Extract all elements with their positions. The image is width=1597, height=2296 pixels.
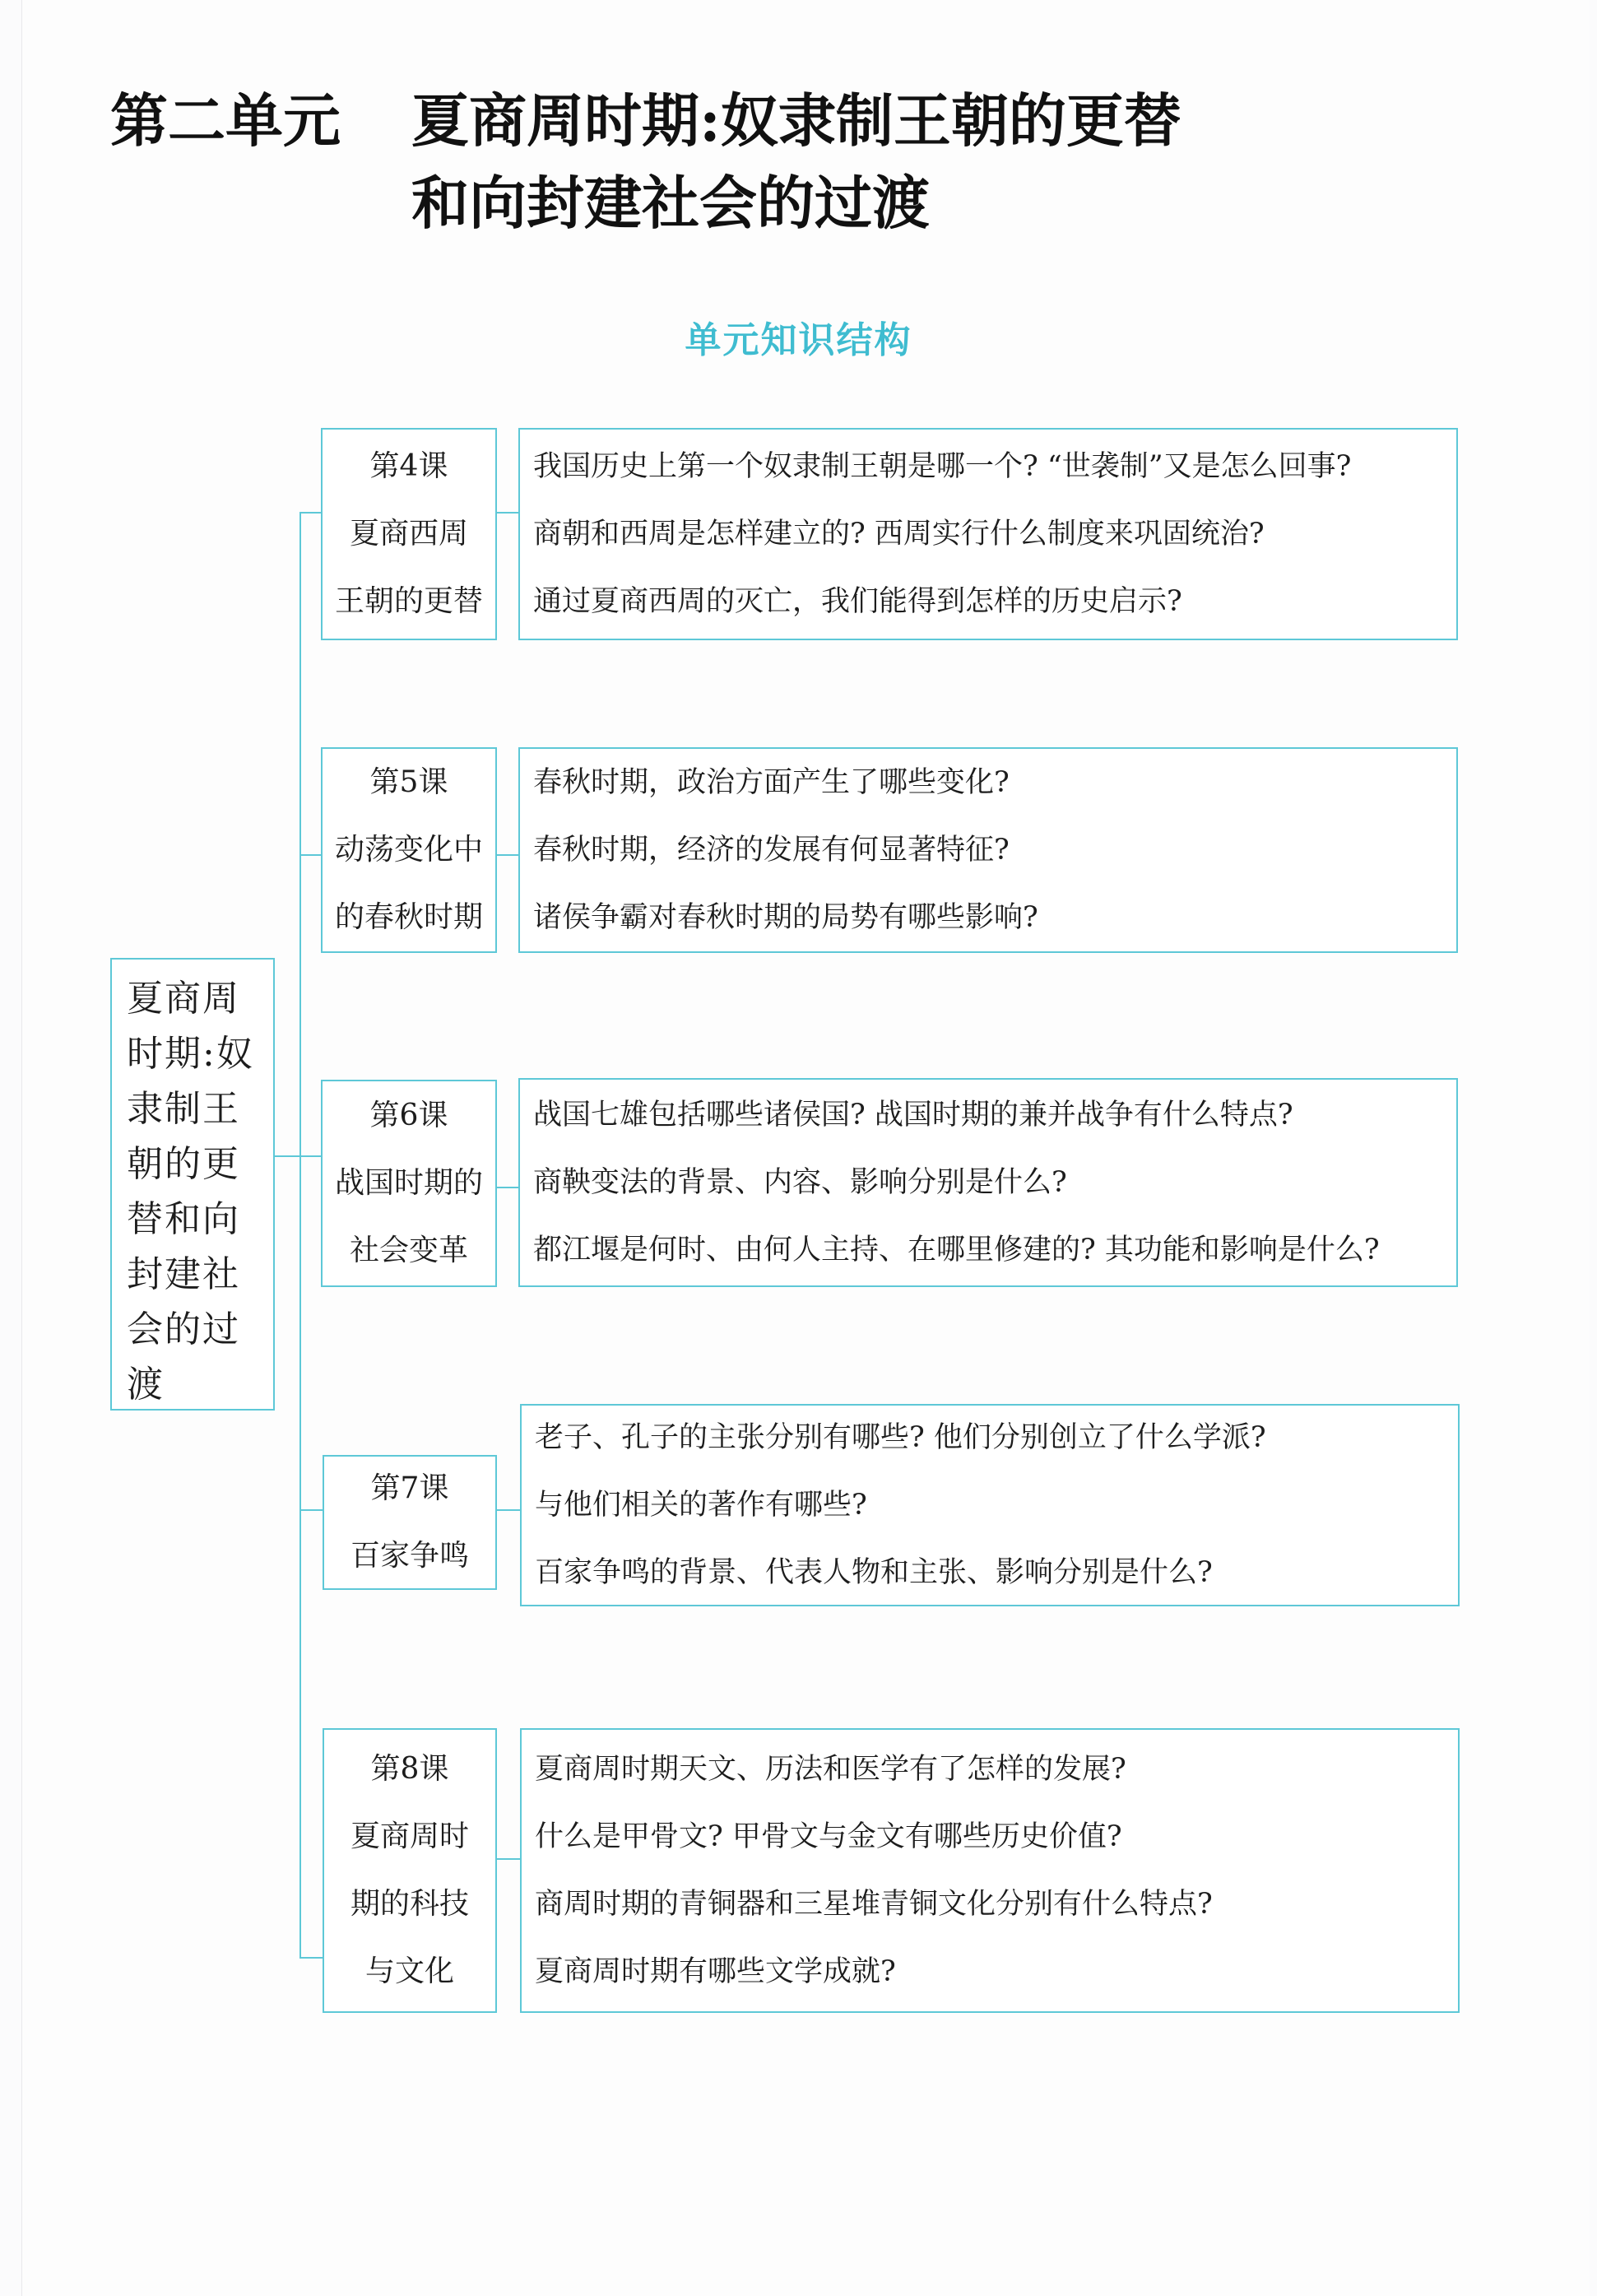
question-item: 诸侯争霸对春秋时期的局势有哪些影响? xyxy=(533,901,1038,934)
lesson-node-8 xyxy=(323,1728,497,2013)
questions-box-5 xyxy=(518,747,1458,953)
section-title: 单元知识结构 xyxy=(685,319,912,361)
lesson-connector xyxy=(497,854,520,856)
lesson-node-4 xyxy=(321,428,497,640)
lesson-title-line: 百家争鸣 xyxy=(350,1539,469,1573)
lesson-connector xyxy=(497,1509,520,1511)
lesson-title-line: 战国时期的 xyxy=(334,1166,483,1200)
lesson-title-line: 期的科技 xyxy=(350,1887,469,1921)
lesson-connector xyxy=(497,512,520,514)
lesson-connector xyxy=(497,1858,520,1860)
question-item: 什么是甲骨文? 甲骨文与金文有哪些历史价值? xyxy=(535,1820,1122,1853)
questions-box-6 xyxy=(518,1078,1458,1287)
lesson-title-line: 与文化 xyxy=(364,1954,454,1988)
page-title-line-2: 和向封建社会的过渡 xyxy=(411,169,930,237)
questions-box-8 xyxy=(520,1728,1460,2013)
question-item: 夏商周时期天文、历法和医学有了怎样的发展? xyxy=(535,1753,1126,1786)
root-connector xyxy=(275,1155,299,1157)
lesson-node-7 xyxy=(323,1455,497,1590)
unit-label: 第二单元 xyxy=(110,86,341,155)
question-item: 商朝和西周是怎样建立的? 西周实行什么制度来巩固统治? xyxy=(533,518,1265,551)
question-item: 春秋时期，经济的发展有何显著特征? xyxy=(533,834,1010,867)
lesson-title-line: 王朝的更替 xyxy=(334,584,483,618)
lesson-connector xyxy=(497,1187,520,1188)
question-item: 春秋时期，政治方面产生了哪些变化? xyxy=(533,766,1010,799)
lesson-node-5 xyxy=(321,747,497,953)
branch-connector xyxy=(299,1509,323,1511)
question-item: 商周时期的青铜器和三星堆青铜文化分别有什么特点? xyxy=(535,1888,1213,1921)
question-item: 通过夏商西周的灭亡，我们能得到怎样的历史启示? xyxy=(533,585,1182,618)
branch-connector xyxy=(299,1957,323,1959)
root-label: 夏商周时期:奴隶制王朝的更替和向封建社会的过渡 xyxy=(127,978,254,1406)
trunk-line xyxy=(299,512,301,1957)
root-node xyxy=(110,958,275,1411)
page-title-line-1: 夏商周时期:奴隶制王朝的更替 xyxy=(411,86,1182,155)
lesson-number: 第8课 xyxy=(370,1752,449,1786)
branch-connector xyxy=(299,1155,323,1157)
questions-box-4 xyxy=(518,428,1458,640)
lesson-title-line: 夏商周时 xyxy=(350,1820,469,1853)
questions-box-7 xyxy=(520,1404,1460,1606)
lesson-title-line: 的春秋时期 xyxy=(334,900,483,934)
question-item: 商鞅变法的背景、内容、影响分别是什么? xyxy=(533,1166,1067,1199)
branch-connector xyxy=(299,512,323,514)
question-item: 百家争鸣的背景、代表人物和主张、影响分别是什么? xyxy=(535,1556,1213,1589)
branch-connector xyxy=(299,854,323,856)
lesson-node-6 xyxy=(321,1080,497,1287)
question-item: 老子、孔子的主张分别有哪些? 他们分别创立了什么学派? xyxy=(535,1421,1266,1454)
lesson-number: 第5课 xyxy=(369,765,448,799)
lesson-title-line: 社会变革 xyxy=(349,1234,468,1267)
question-item: 我国历史上第一个奴隶制王朝是哪一个? “世袭制”又是怎么回事? xyxy=(533,450,1352,483)
question-item: 都江堰是何时、由何人主持、在哪里修建的? 其功能和影响是什么? xyxy=(533,1234,1380,1267)
lesson-number: 第6课 xyxy=(369,1099,448,1132)
question-item: 战国七雄包括哪些诸侯国? 战国时期的兼并战争有什么特点? xyxy=(533,1099,1293,1132)
question-item: 与他们相关的著作有哪些? xyxy=(535,1489,867,1522)
lesson-number: 第4课 xyxy=(369,449,448,483)
lesson-title-line: 动荡变化中 xyxy=(334,833,483,867)
lesson-title-line: 夏商西周 xyxy=(349,517,468,551)
question-item: 夏商周时期有哪些文学成就? xyxy=(535,1955,896,1988)
lesson-number: 第7课 xyxy=(370,1471,449,1505)
